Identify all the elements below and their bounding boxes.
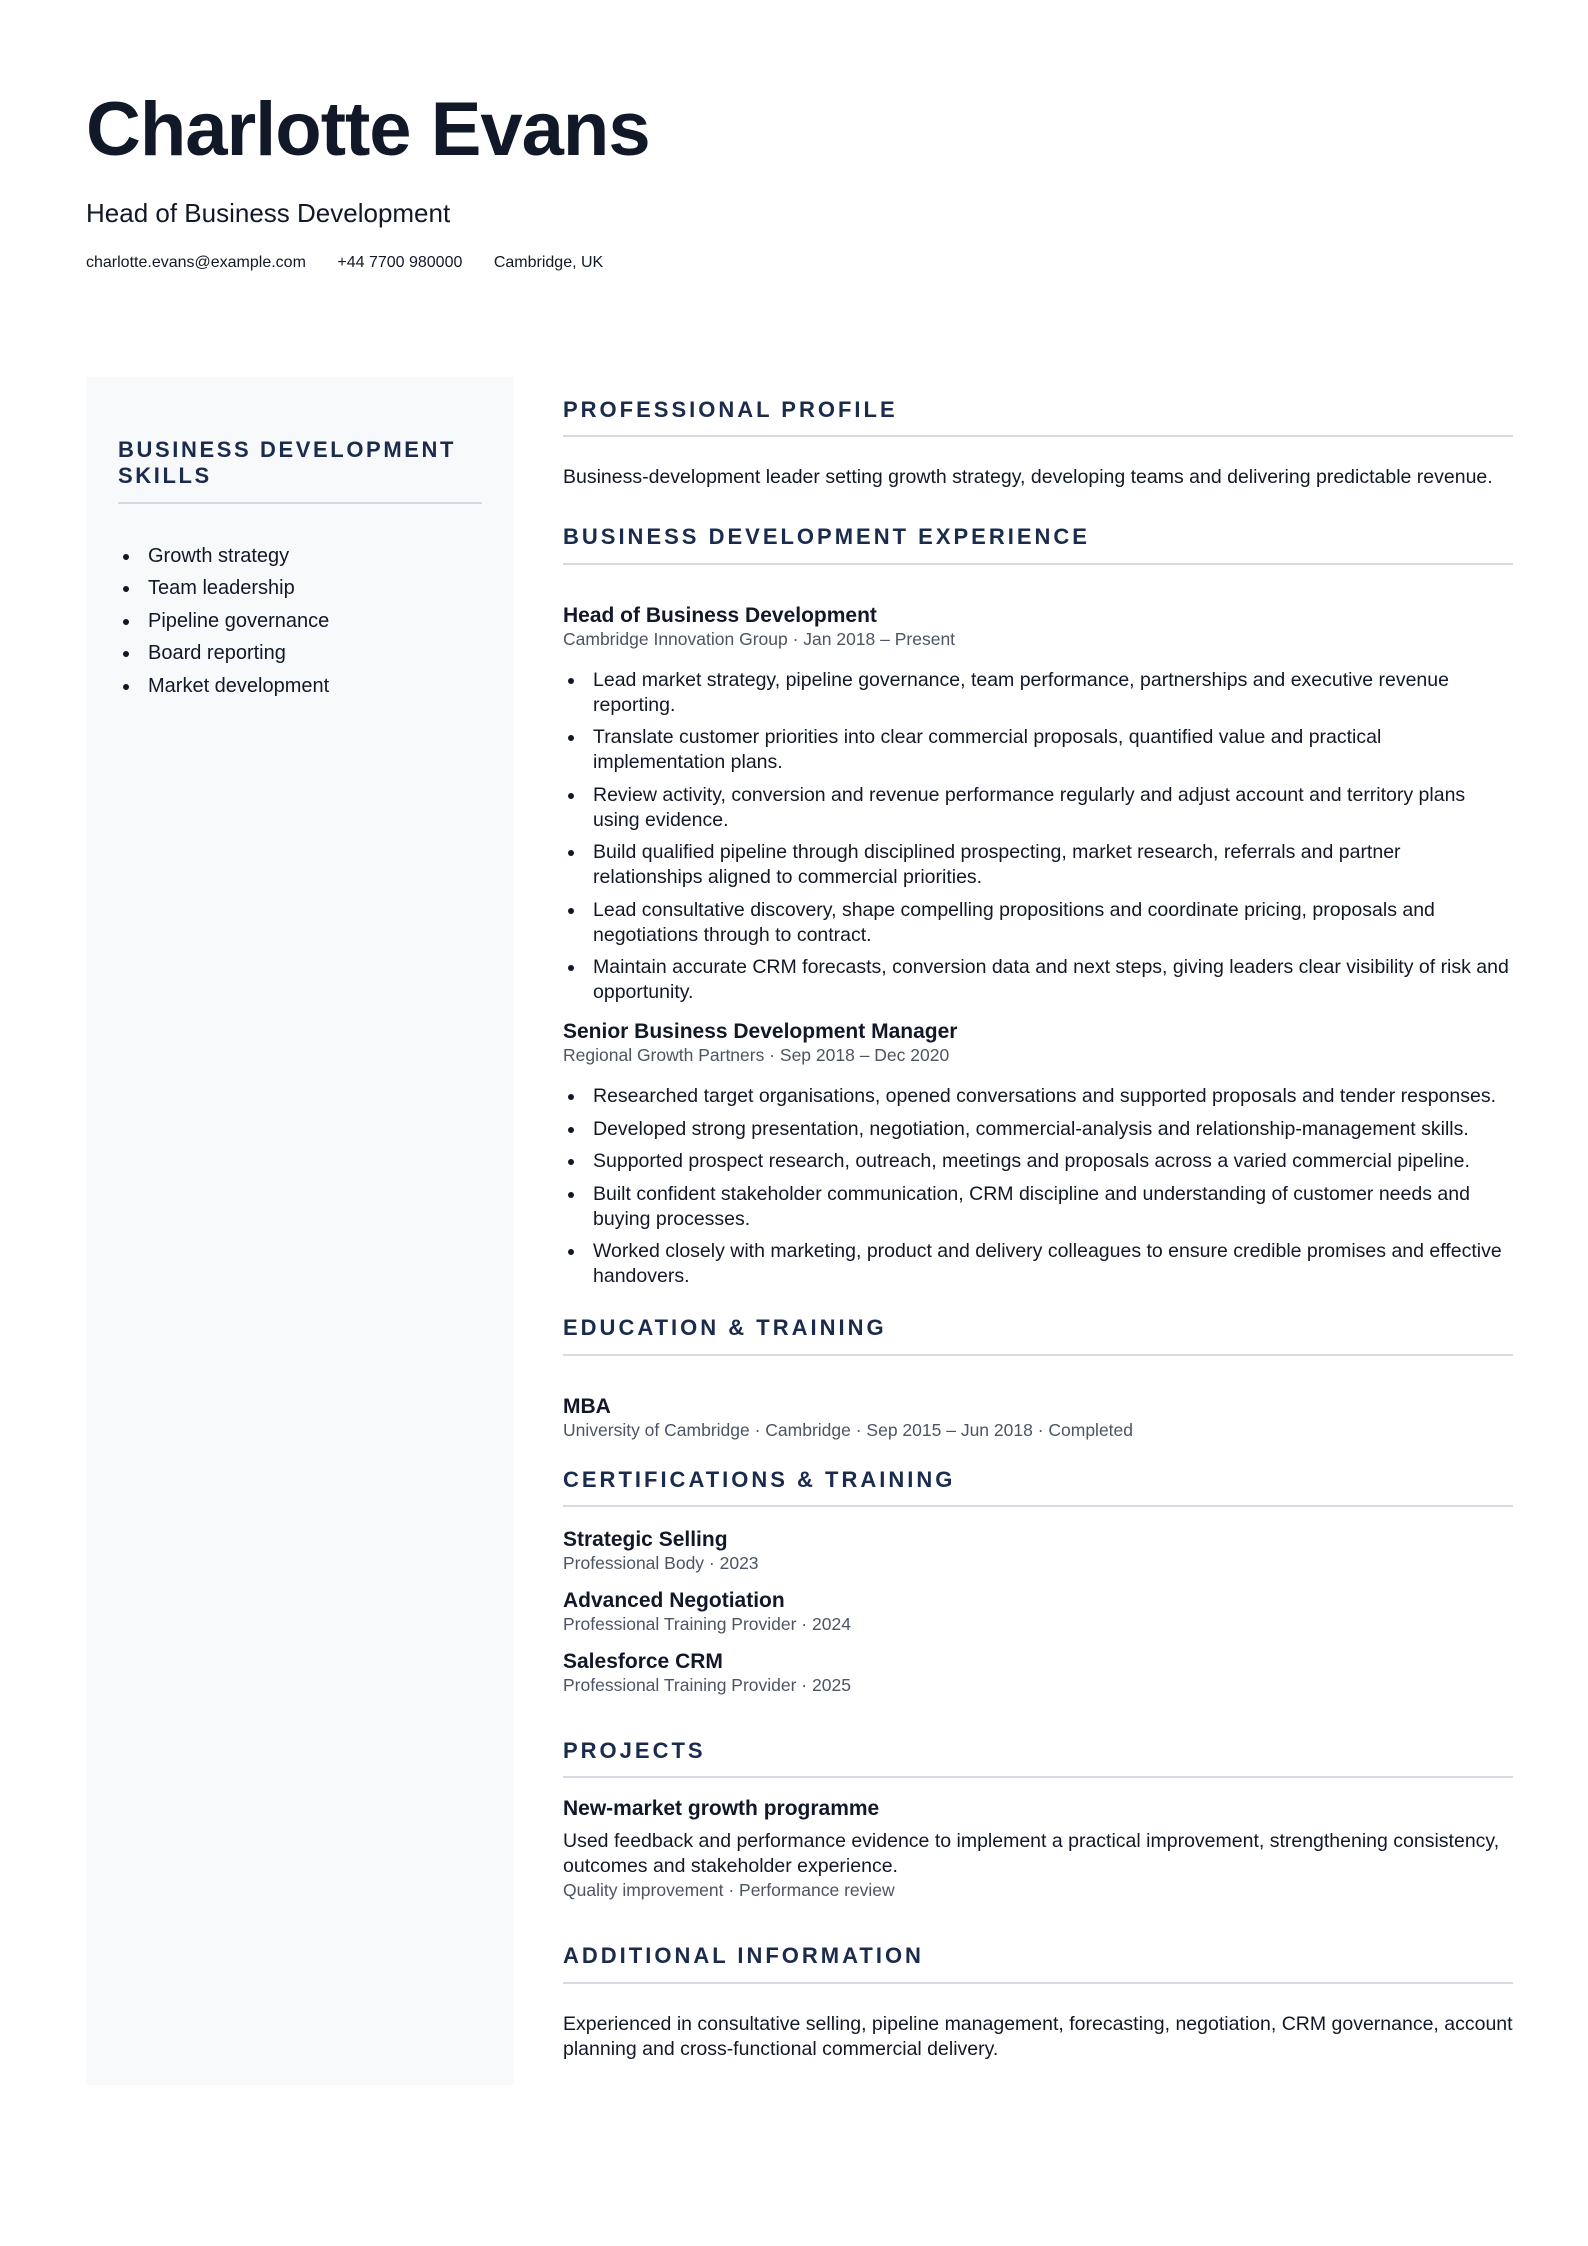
job-title: Head of Business Development <box>563 603 877 627</box>
skill-item: Market development <box>148 670 514 703</box>
job-bullet: Worked closely with marketing, product and delivery colleagues to ensure credible promises and effective handovers. <box>593 1239 1513 1289</box>
job-entry <box>563 603 1513 1006</box>
skills-list <box>118 540 514 703</box>
skill-item: Team leadership <box>148 572 514 605</box>
additional-text: Experienced in consultative selling, pipeline management, forecasting, negotiation, CRM governance, account planning and cross-functional commercial delivery. <box>563 2012 1513 2060</box>
job-bullets <box>563 1084 1513 1289</box>
education-heading: EDUCATION & TRAINING <box>563 1315 1513 1355</box>
degree-meta: University of Cambridge · Cambridge · Sep 2015 – Jun 2018 · Completed <box>563 1419 1134 1440</box>
cert-name: Advanced Negotiation <box>563 1589 785 1613</box>
education-entry <box>563 1394 1513 1441</box>
experience-section <box>563 524 1513 1289</box>
job-bullet: Build qualified pipeline through disciplined prospecting, market research, referrals and partner relationships aligned to commercial priorities. <box>593 840 1513 890</box>
project-tags: Quality improvement · Performance review <box>563 1880 895 1901</box>
projects-heading: PROJECTS <box>563 1738 1513 1778</box>
job-meta: Cambridge Innovation Group · Jan 2018 – Present <box>563 628 956 649</box>
contact-phone: +44 7700 980000 <box>337 254 463 271</box>
certifications-heading: CERTIFICATIONS & TRAINING <box>563 1467 1513 1507</box>
cert-entry <box>563 1588 1513 1635</box>
experience-heading: BUSINESS DEVELOPMENT EXPERIENCE <box>563 524 1513 564</box>
job-bullet: Maintain accurate CRM forecasts, conversion data and next steps, giving leaders clear visibility of risk and opportunity. <box>593 955 1513 1005</box>
profile-section <box>563 397 1513 490</box>
contact-location: Cambridge, UK <box>493 254 604 271</box>
cert-meta: Professional Body · 2023 <box>563 1553 759 1574</box>
job-meta: Regional Growth Partners · Sep 2018 – Dec 2020 <box>563 1045 950 1066</box>
candidate-name: Charlotte Evans <box>86 87 650 172</box>
project-text: Used feedback and performance evidence to implement a practical improvement, strengthening consistency, outcomes and stakeholder experience. <box>563 1830 1500 1878</box>
certifications-section <box>563 1467 1513 1696</box>
cert-meta: Professional Training Provider · 2025 <box>563 1675 851 1696</box>
skills-sidebar <box>86 377 514 2085</box>
job-bullet: Lead market strategy, pipeline governance, team performance, partnerships and executive revenue reporting. <box>593 668 1513 718</box>
candidate-headline: Head of Business Development <box>86 198 451 228</box>
job-title: Senior Business Development Manager <box>563 1020 958 1044</box>
cert-entry <box>563 1649 1513 1696</box>
main-column <box>563 397 1513 2088</box>
job-bullets <box>563 668 1513 1006</box>
degree-name: MBA <box>563 1394 611 1418</box>
job-entry <box>563 1019 1513 1289</box>
cert-name: Strategic Selling <box>563 1528 728 1552</box>
additional-section <box>563 1943 1513 2061</box>
skill-item: Board reporting <box>148 637 514 670</box>
skill-item: Growth strategy <box>148 540 514 573</box>
project-entry <box>563 1796 1513 1901</box>
certifications-list <box>563 1527 1513 1696</box>
job-bullet: Lead consultative discovery, shape compelling propositions and coordinate pricing, proposals and negotiations through to contract. <box>593 898 1513 948</box>
job-bullet: Researched target organisations, opened conversations and supported proposals and tender responses. <box>593 1084 1513 1109</box>
additional-heading: ADDITIONAL INFORMATION <box>563 1943 1513 1983</box>
cert-entry <box>563 1527 1513 1574</box>
profile-heading: PROFESSIONAL PROFILE <box>563 397 1513 437</box>
job-bullet: Translate customer priorities into clear commercial proposals, quantified value and practical implementation plans. <box>593 725 1513 775</box>
job-bullet: Review activity, conversion and revenue performance regularly and adjust account and territory plans using evidence. <box>593 783 1513 833</box>
profile-text: Business-development leader setting growth strategy, developing teams and delivering predictable revenue. <box>563 466 1493 489</box>
contact-email: charlotte.evans@example.com <box>86 254 306 271</box>
cert-meta: Professional Training Provider · 2024 <box>563 1614 851 1635</box>
skill-item: Pipeline governance <box>148 605 514 638</box>
cert-name: Salesforce CRM <box>563 1650 723 1674</box>
job-bullet: Developed strong presentation, negotiation, commercial-analysis and relationship-management skills. <box>593 1117 1513 1142</box>
contact-line <box>86 254 630 272</box>
education-section <box>563 1315 1513 1440</box>
project-name: New-market growth programme <box>563 1797 880 1821</box>
job-bullet: Supported prospect research, outreach, meetings and proposals across a varied commercial pipeline. <box>593 1149 1513 1174</box>
skills-heading: BUSINESS DEVELOPMENT SKILLS <box>118 437 482 504</box>
job-bullet: Built confident stakeholder communication, CRM discipline and understanding of customer needs and buying processes. <box>593 1182 1513 1232</box>
projects-section <box>563 1738 1513 1901</box>
